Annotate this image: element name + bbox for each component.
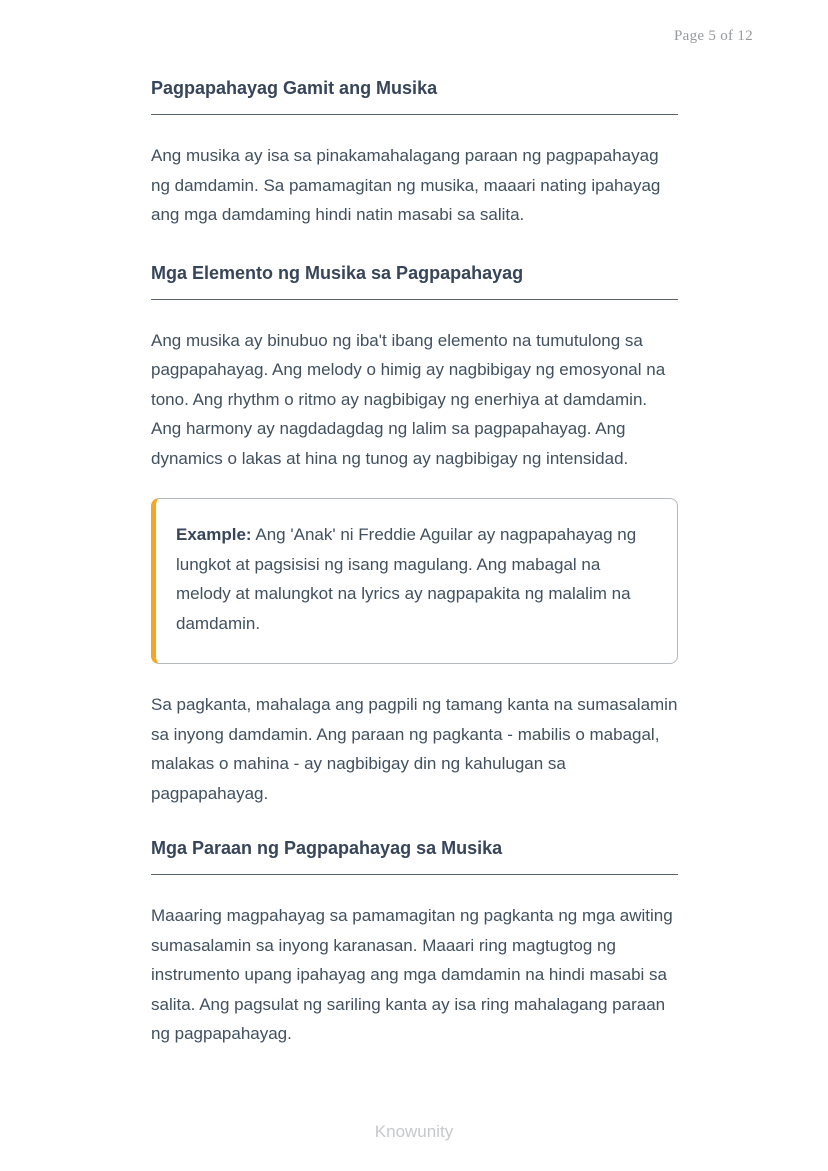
section-heading-mga-elemento: Mga Elemento ng Musika sa Pagpapahayag: [151, 262, 524, 283]
heading-rule: [151, 299, 678, 300]
page-number: Page 5 of 12: [673, 28, 753, 44]
example-label: Example:: [176, 525, 252, 544]
section-heading-mga-paraan: Mga Paraan ng Pagpapahayag sa Musika: [151, 838, 503, 858]
example-body: Ang 'Anak' ni Freddie Aguilar ay nagpapahayag ng lungkot at pagsisisi ng isang magulang. Ang mabagal na melody at malungkot na lyrics ay nagpapakita ng malalim na damdamin.: [176, 525, 637, 633]
example-text: [176, 520, 653, 638]
heading-rule: [151, 874, 678, 875]
document-content: [151, 0, 678, 1049]
paragraph-intro: Ang musika ay isa sa pinakamahalagang paraan ng pagpapahayag ng damdamin. Sa pamamagitan ng musika, maaari nating ipahayag ang mga damdaming hindi natin masabi sa salita.: [151, 146, 661, 224]
heading-rule: [151, 114, 678, 115]
paragraph-pagkanta: Sa pagkanta, mahalaga ang pagpili ng tamang kanta na sumasalamin sa inyong damdamin. Ang paraan ng pagkanta - mabilis o mabagal, malakas o mahina - ay nagbibigay din ng kahulugan sa pagpapahayag.: [151, 695, 678, 803]
paragraph-paraan: Maaaring magpahayag sa pamamagitan ng pagkanta ng mga awiting sumasalamin sa inyong karanasan. Maaari ring magtugtog ng instrumento upang ipahayag ang mga damdamin na hindi masabi sa salita. Ang pagsulat ng sariling kanta ay isa ring mahalagang paraan ng pagpapahayag.: [151, 906, 673, 1043]
section-heading-pagpapahayag-gamit-ang-musika: Pagpapahayag Gamit ang Musika: [151, 78, 438, 98]
example-callout: [151, 498, 678, 664]
footer-brand: Knowunity: [374, 1122, 454, 1141]
paragraph-elemento: Ang musika ay binubuo ng iba't ibang elemento na tumutulong sa pagpapahayag. Ang melody o himig ay nagbibigay ng emosyonal na tono. Ang rhythm o ritmo ay nagbibigay ng enerhiya at damdamin. Ang harmony ay nagdadagdag ng lalim sa pagpapahayag. Ang dynamics o lakas at hina ng tunog ay nagbibigay ng intensidad.: [151, 330, 666, 468]
